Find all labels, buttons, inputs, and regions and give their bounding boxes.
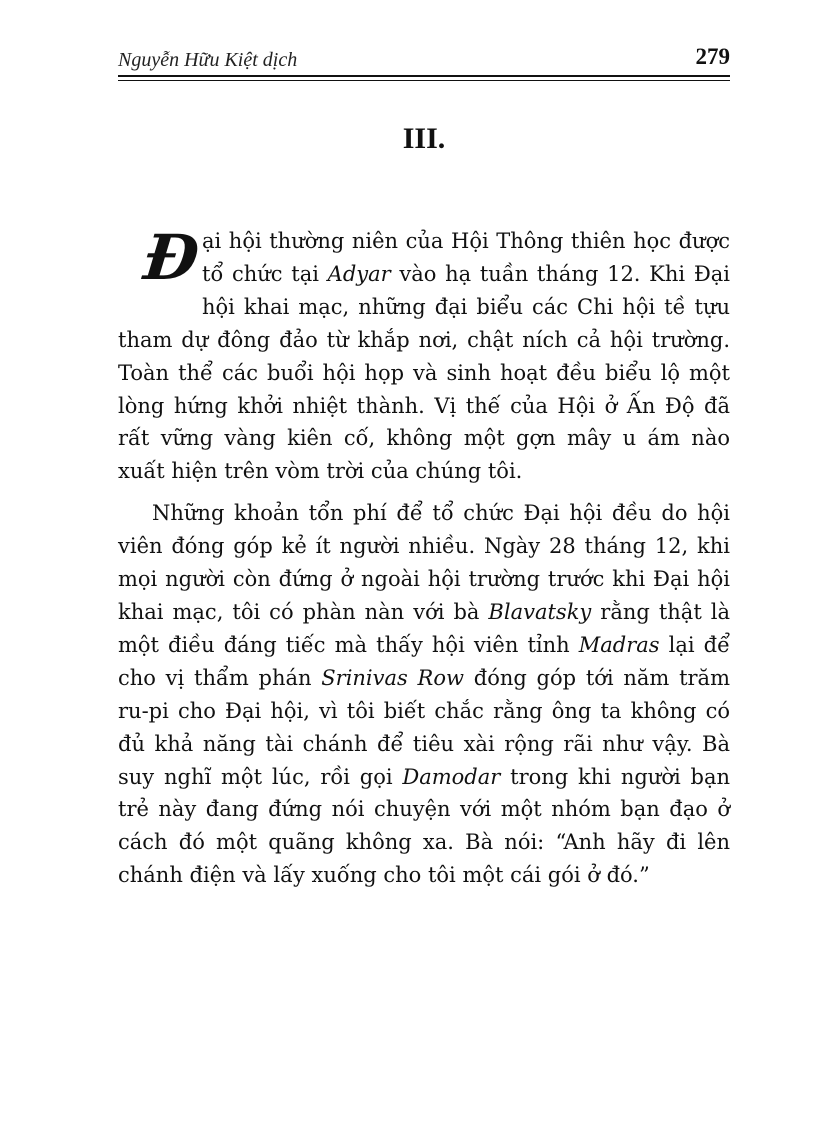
paragraph-2-text-e: trong khi người bạn trẻ này đang đứng nói chuyện với một nhóm bạn đạo ở cách đó một quãng không xa. Bà nói: “Anh hãy đi lên chánh điện và lấy xuống cho tôi một cái gói ở đó.” bbox=[118, 764, 730, 888]
term-srinivas-row: Srinivas Row bbox=[321, 665, 464, 690]
header-rule-thick bbox=[118, 75, 730, 77]
chapter-heading: III. bbox=[402, 122, 446, 155]
term-blavatsky: Blavatsky bbox=[488, 599, 592, 624]
paragraph-2 bbox=[118, 497, 730, 892]
paragraph-2-text-a: Những khoản tổn phí để tổ chức Đại hội đều do hội viên đóng góp kẻ ít người nhiều. Ngày 28 tháng 12, khi mọi người còn đứng ở ngoài hội trường trước khi Đại hội khai mạc, tôi có phàn nàn với bà bbox=[118, 501, 730, 624]
paragraph-2-text-b: rằng thật là một điều đáng tiếc mà thấy hội viên tỉnh bbox=[118, 599, 730, 657]
term-adyar: Adyar bbox=[327, 261, 391, 286]
term-madras: Madras bbox=[578, 632, 660, 657]
header-rule-thin bbox=[118, 80, 730, 81]
drop-cap: Đ bbox=[140, 221, 203, 294]
running-header bbox=[118, 44, 730, 76]
paragraph-1-text-b: vào hạ tuần tháng 12. Khi Đại hội khai mạc, những đại biểu các Chi hội tề tựu tham dự đông đảo từ khắp nơi, chật ních cả hội trường. Toàn thể các buổi hội họp và sinh hoạt đều biểu lộ một lòng hứng khởi nhiệt thành. Vị thế của Hội ở Ấn Độ đã rất vững vàng kiên cố, không một gợn mây u ám nào xuất hiện trên vòm trời của chúng tôi. bbox=[118, 261, 731, 484]
paragraph-2-text-c: lại để cho vị thẩm phán bbox=[118, 632, 730, 690]
header-author: Nguyễn Hữu Kiệt dịch bbox=[118, 49, 298, 71]
paragraph-2-text-d: đóng góp tới năm trăm ru-pi cho Đại hội, vì tôi biết chắc rằng ông ta không có đủ khả năng tài chánh để tiêu xài rộng rãi như vậy. Bà suy nghĩ một lúc, rồi gọi bbox=[118, 665, 730, 789]
term-damodar: Damodar bbox=[402, 764, 501, 789]
page-number: 279 bbox=[695, 44, 730, 69]
paragraph-1 bbox=[118, 221, 731, 488]
paragraph-1-text-a: ại hội thường niên của Hội Thông thiên học được tổ chức tại bbox=[202, 229, 730, 286]
body-text bbox=[118, 221, 731, 892]
